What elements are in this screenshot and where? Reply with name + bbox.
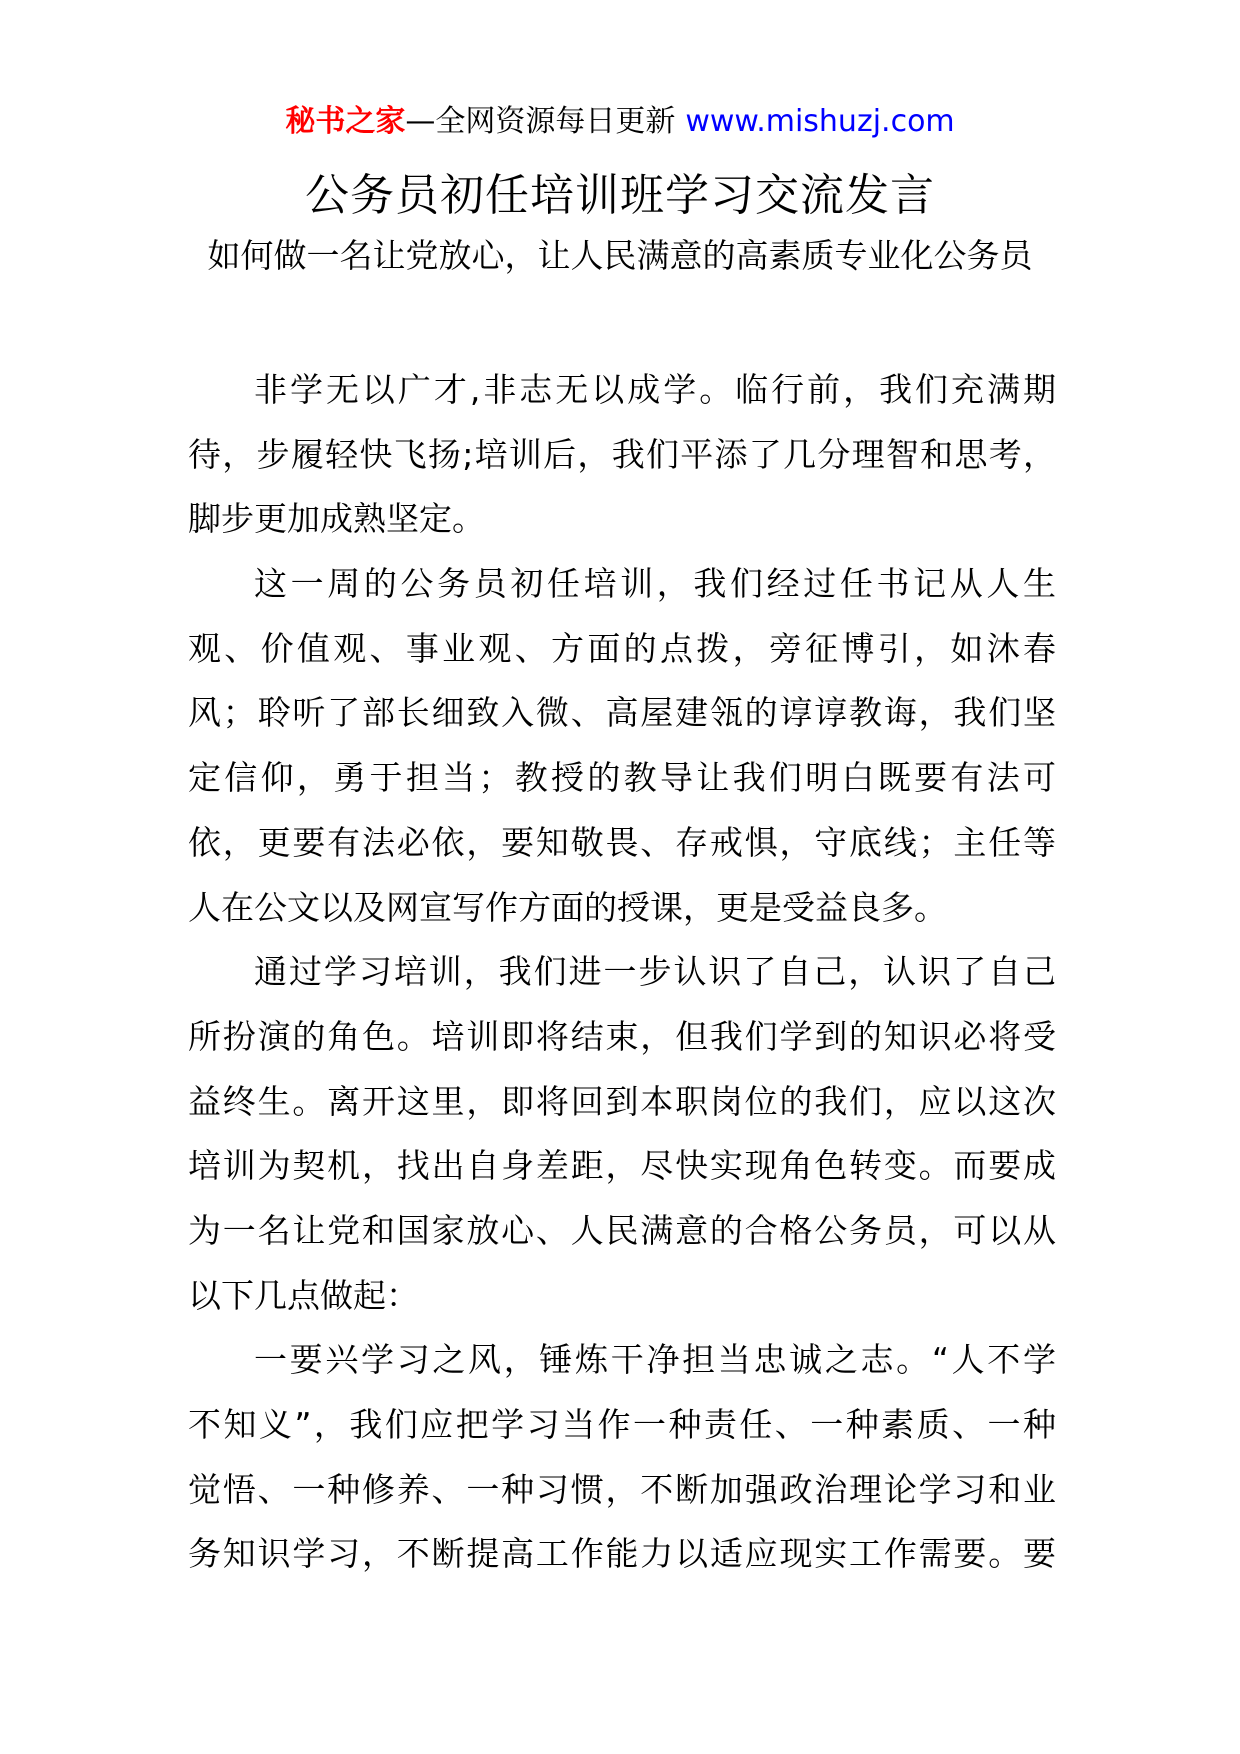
paragraph-line: 通过学习培训，我们进一步认识了自己，认识了自己 [254,952,1056,992]
paragraph-line: 风；聆听了部长细致入微、高屋建瓴的谆谆教诲，我们坚 [188,693,1056,733]
paragraph-line: 脚步更加成熟坚定。 [188,499,485,539]
paragraph [188,358,1056,552]
document-title: 公务员初任培训班学习交流发言 [305,170,935,221]
paragraph-line: 依，更要有法必依，要知敬畏、存戒惧，守底线；主任等 [188,822,1056,862]
site-brand: 秘书之家 [285,104,406,139]
document-body [188,358,1056,1587]
paragraph [188,552,1056,940]
paragraph-line: 这一周的公务员初任培训，我们经过任书记从人生 [254,564,1056,604]
paragraph [188,940,1056,1328]
site-slogan: —全网资源每日更新 [405,104,676,139]
document-subtitle: 如何做一名让党放心，让人民满意的高素质专业化公务员 [207,236,1033,275]
site-url-link[interactable]: www.mishuzj.com [685,104,955,139]
paragraph-line: 定信仰，勇于担当；教授的教导让我们明白既要有法可 [188,758,1056,798]
paragraph-line: 不知义”，我们应把学习当作一种责任、一种素质、一种 [188,1405,1056,1444]
paragraph-line: 觉悟、一种修养、一种习惯，不断加强政治理论学习和业 [188,1469,1056,1509]
paragraph-line: 益终生。离开这里，即将回到本职岗位的我们，应以这次 [188,1081,1056,1121]
paragraph-line: 非学无以广才,非志无以成学。临行前，我们充满期 [254,370,1056,409]
paragraph-line: 人在公文以及网宣写作方面的授课，更是受益良多。 [188,887,947,927]
paragraph-line: 培训为契机，找出自身差距，尽快实现角色转变。而要成 [188,1146,1056,1186]
paragraph-line: 务知识学习，不断提高工作能力以适应现实工作需要。要 [188,1534,1056,1574]
paragraph-line: 一要兴学习之风，锤炼干净担当忠诚之志。“人不学 [254,1340,1056,1380]
paragraph-line: 以下几点做起： [188,1275,419,1315]
paragraph [188,1328,1056,1587]
paragraph-line: 为一名让党和国家放心、人民满意的合格公务员，可以从 [188,1210,1056,1250]
paragraph-line: 待，步履轻快飞扬;培训后，我们平添了几分理智和思考， [188,434,1056,474]
paragraph-line: 观、价值观、事业观、方面的点拨，旁征博引，如沐春 [188,628,1056,668]
site-banner [0,102,1240,142]
paragraph-line: 所扮演的角色。培训即将结束，但我们学到的知识必将受 [188,1016,1056,1056]
